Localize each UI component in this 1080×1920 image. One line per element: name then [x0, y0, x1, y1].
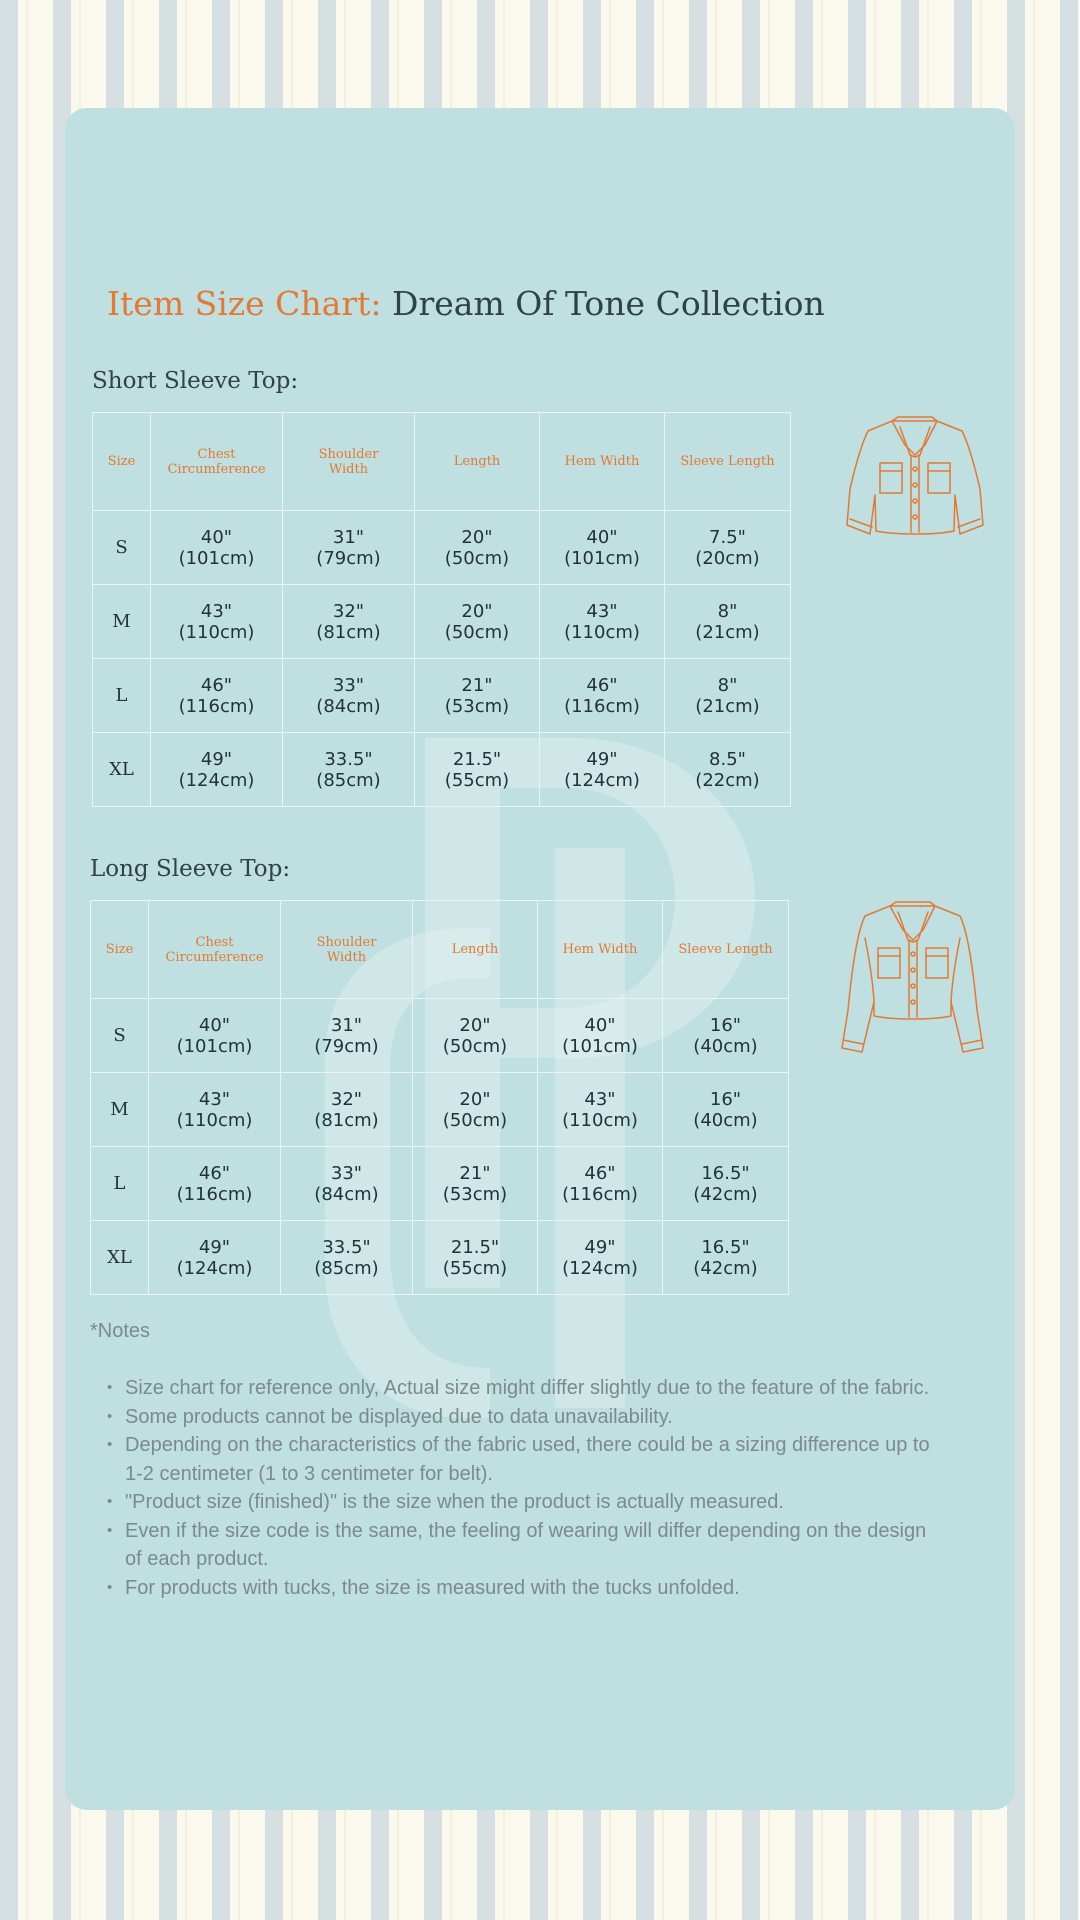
size-cell: S	[93, 511, 151, 585]
size-cell: L	[91, 1147, 149, 1221]
measurement-cell: 31" (79cm)	[283, 511, 415, 585]
measurement-cell: 32" (81cm)	[281, 1073, 413, 1147]
measurement-cell: 43" (110cm)	[149, 1073, 281, 1147]
measurement-cell: 21.5" (55cm)	[413, 1221, 538, 1295]
measurement-cell: 20" (50cm)	[413, 999, 538, 1073]
column-header: Sleeve Length	[663, 901, 789, 999]
measurement-cell: 8" (21cm)	[665, 659, 791, 733]
size-cell: XL	[91, 1221, 149, 1295]
table-row	[91, 999, 789, 1073]
measurement-cell: 20" (50cm)	[413, 1073, 538, 1147]
note-item: • Even if the size code is the same, the feeling of wearing will differ depending on the design of each product.	[125, 1517, 945, 1574]
measurement-cell: 31" (79cm)	[281, 999, 413, 1073]
size-cell: L	[93, 659, 151, 733]
measurement-cell: 16.5" (42cm)	[663, 1147, 789, 1221]
note-item: • Size chart for reference only, Actual size might differ slightly due to the feature of the fabric.	[125, 1374, 945, 1403]
column-header: Shoulder Width	[281, 901, 413, 999]
measurement-cell: 32" (81cm)	[283, 585, 415, 659]
measurement-cell: 8.5" (22cm)	[665, 733, 791, 807]
measurement-cell: 43" (110cm)	[540, 585, 665, 659]
title-collection: Dream Of Tone Collection	[381, 284, 825, 323]
note-item: • "Product size (finished)" is the size when the product is actually measured.	[125, 1488, 945, 1517]
table-row	[93, 511, 791, 585]
measurement-cell: 40" (101cm)	[540, 511, 665, 585]
column-header: Chest Circumference	[149, 901, 281, 999]
size-cell: XL	[93, 733, 151, 807]
measurement-cell: 46" (116cm)	[151, 659, 283, 733]
column-header: Length	[415, 413, 540, 511]
column-header: Hem Width	[538, 901, 663, 999]
measurement-cell: 8" (21cm)	[665, 585, 791, 659]
measurement-cell: 40" (101cm)	[149, 999, 281, 1073]
short-sleeve-heading: Short Sleeve Top:	[92, 368, 299, 394]
long-sleeve-heading: Long Sleeve Top:	[90, 856, 291, 882]
table-row	[91, 1221, 789, 1295]
short-sleeve-size-table	[92, 412, 791, 807]
size-cell: S	[91, 999, 149, 1073]
column-header: Size	[91, 901, 149, 999]
column-header: Chest Circumference	[151, 413, 283, 511]
measurement-cell: 33" (84cm)	[281, 1147, 413, 1221]
measurement-cell: 20" (50cm)	[415, 511, 540, 585]
column-header: Length	[413, 901, 538, 999]
measurement-cell: 21" (53cm)	[413, 1147, 538, 1221]
note-item: • Depending on the characteristics of the fabric used, there could be a sizing difference up to 1-2 centimeter (1 to 3 centimeter for belt).	[125, 1431, 945, 1488]
note-item: • Some products cannot be displayed due to data unavailability.	[125, 1403, 945, 1432]
column-header: Shoulder Width	[283, 413, 415, 511]
title-accent: Item Size Chart:	[107, 284, 382, 323]
size-chart-card	[65, 108, 1015, 1810]
column-header: Hem Width	[540, 413, 665, 511]
measurement-cell: 49" (124cm)	[538, 1221, 663, 1295]
table-row	[93, 659, 791, 733]
long-sleeve-jacket-icon	[835, 898, 990, 1058]
measurement-cell: 16.5" (42cm)	[663, 1221, 789, 1295]
table-header-row	[93, 413, 791, 511]
measurement-cell: 43" (110cm)	[151, 585, 283, 659]
notes-list	[125, 1374, 945, 1602]
measurement-cell: 16" (40cm)	[663, 999, 789, 1073]
measurement-cell: 33.5" (85cm)	[281, 1221, 413, 1295]
measurement-cell: 16" (40cm)	[663, 1073, 789, 1147]
notes-heading: *Notes	[90, 1320, 151, 1342]
measurement-cell: 33" (84cm)	[283, 659, 415, 733]
measurement-cell: 49" (124cm)	[151, 733, 283, 807]
measurement-cell: 49" (124cm)	[540, 733, 665, 807]
short-sleeve-jacket-icon	[840, 413, 990, 543]
measurement-cell: 43" (110cm)	[538, 1073, 663, 1147]
measurement-cell: 33.5" (85cm)	[283, 733, 415, 807]
measurement-cell: 46" (116cm)	[149, 1147, 281, 1221]
measurement-cell: 21.5" (55cm)	[415, 733, 540, 807]
measurement-cell: 7.5" (20cm)	[665, 511, 791, 585]
table-row	[91, 1073, 789, 1147]
note-item: • For products with tucks, the size is measured with the tucks unfolded.	[125, 1574, 945, 1603]
column-header: Sleeve Length	[665, 413, 791, 511]
measurement-cell: 20" (50cm)	[415, 585, 540, 659]
table-header-row	[91, 901, 789, 999]
table-row	[91, 1147, 789, 1221]
measurement-cell: 46" (116cm)	[538, 1147, 663, 1221]
size-cell: M	[91, 1073, 149, 1147]
table-row	[93, 733, 791, 807]
column-header: Size	[93, 413, 151, 511]
measurement-cell: 21" (53cm)	[415, 659, 540, 733]
long-sleeve-size-table	[90, 900, 789, 1295]
size-cell: M	[93, 585, 151, 659]
measurement-cell: 49" (124cm)	[149, 1221, 281, 1295]
measurement-cell: 46" (116cm)	[540, 659, 665, 733]
measurement-cell: 40" (101cm)	[151, 511, 283, 585]
table-row	[93, 585, 791, 659]
page-title	[107, 284, 825, 323]
measurement-cell: 40" (101cm)	[538, 999, 663, 1073]
